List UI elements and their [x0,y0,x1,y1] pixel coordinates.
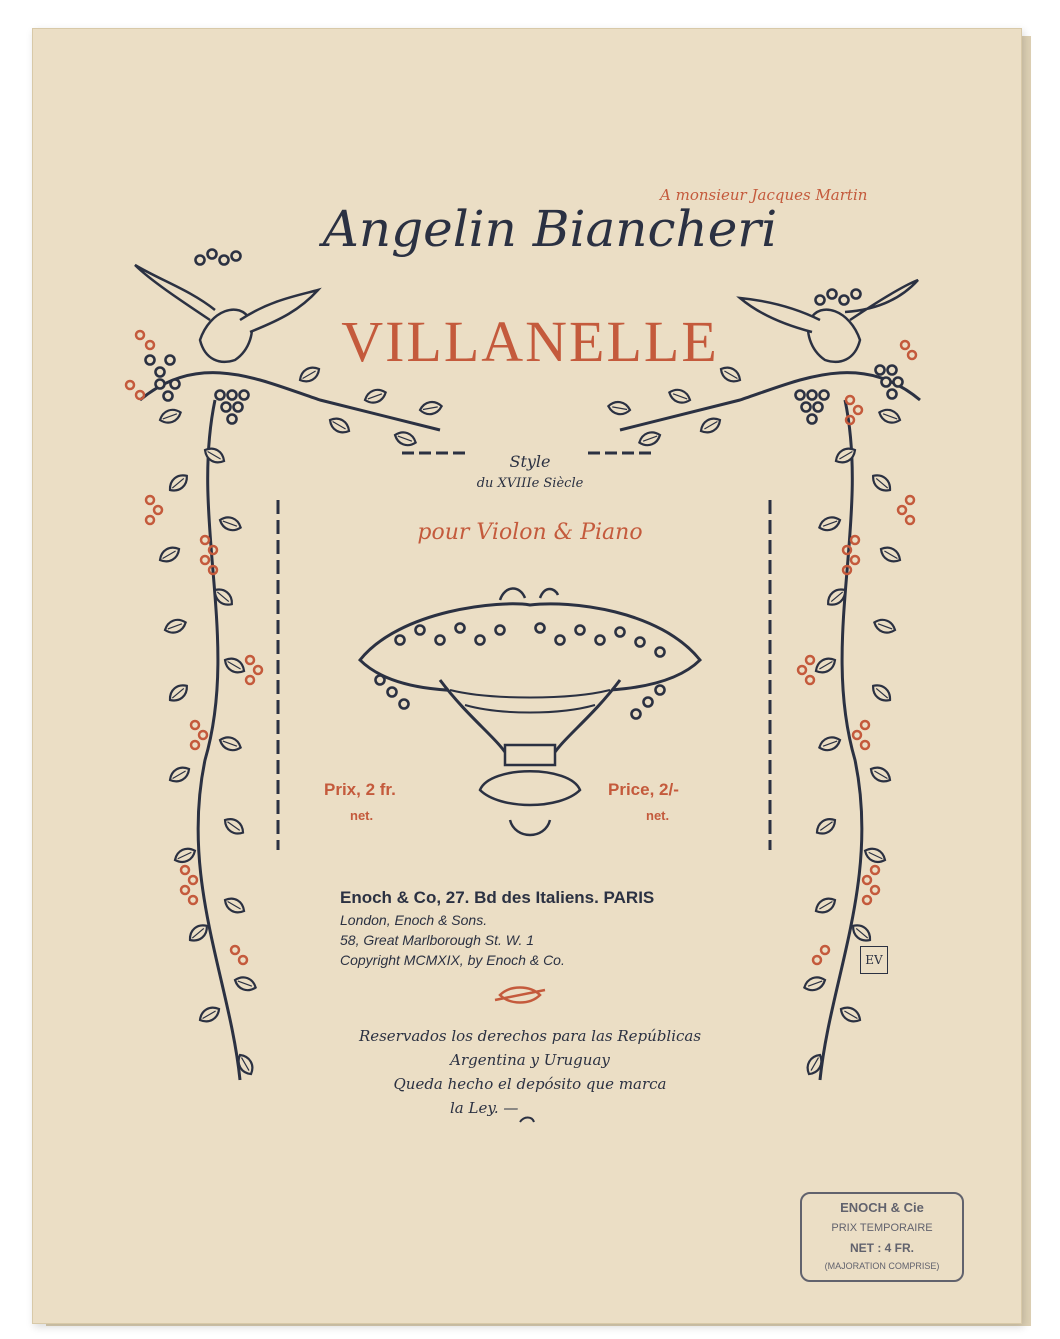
dedication-text: A monsieur Jacques Martin [660,186,868,204]
price-stamp [800,1192,964,1282]
legal-line-1: Reservados los derechos para las Repúblicas [358,1027,702,1045]
stamp-line-3: NET : 4 FR. [849,1241,914,1255]
price-english-net: net. [646,808,670,823]
style-label: Style [509,452,551,471]
price-french: Prix, 2 fr. [324,780,396,799]
publisher-line-2: London, Enoch & Sons. [340,912,488,928]
legal-line-2: Argentina y Uruguay [450,1051,610,1069]
composer-name: Angelin Biancheri [322,200,778,258]
dove-left-illustration [135,265,318,362]
stamp-line-4: (MAJORATION COMPRISE) [824,1261,940,1271]
stamp-line-1: ENOCH & Cie [840,1200,924,1215]
legal-line-3: Queda hecho el depósito que marca [393,1075,667,1093]
ornament-divider [495,988,545,1003]
publisher-line-1: Enoch & Co, 27. Bd des Italiens. PARIS [340,888,655,907]
copyright-line: Copyright MCMXIX, by Enoch & Co. [340,952,565,968]
piece-title: VILLANELLE [341,309,719,374]
legal-line-4: la Ley. — [450,1099,519,1117]
price-french-net: net. [350,808,374,823]
artist-monogram: EV [860,946,888,974]
price-english: Price, 2/- [608,780,679,799]
publisher-line-3: 58, Great Marlborough St. W. 1 [340,932,535,948]
century-label: du XVIIIe Siècle [476,476,584,491]
stamp-line-2: PRIX TEMPORAIRE [831,1222,933,1234]
publisher-block [340,888,740,968]
legal-notice [280,1024,780,1120]
instrumentation-label: pour Violon & Piano [417,520,643,545]
